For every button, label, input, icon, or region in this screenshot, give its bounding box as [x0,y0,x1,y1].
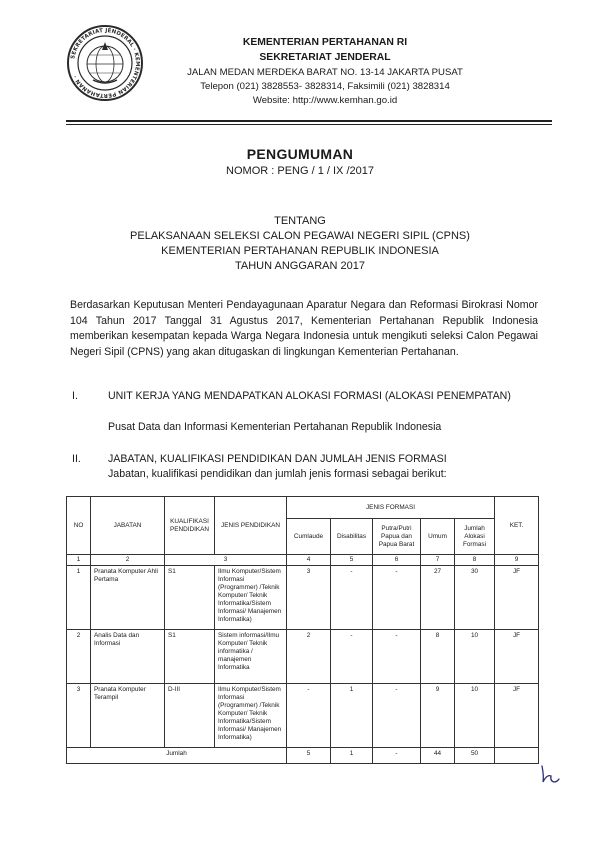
col-number: 7 [421,555,455,566]
cell-cumlaude: 2 [287,630,331,684]
cell-ket: JF [495,684,539,748]
letterhead-address: JALAN MEDAN MERDEKA BARAT NO. 13-14 JAKARTA PUSAT [187,67,463,78]
cell-cumlaude: 3 [287,566,331,630]
total-disabilitas: 1 [331,748,373,764]
subject-line-3: TAHUN ANGGARAN 2017 [234,260,365,272]
ministry-seal-logo [66,24,144,102]
cell-papua: - [373,566,421,630]
table-row [67,684,539,748]
cell-jabatan: Analis Data dan Informasi [91,630,165,684]
total-label: Jumlah [67,748,287,764]
cell-ket: JF [495,630,539,684]
table-row [67,566,539,630]
section-1-number: I. [72,390,78,402]
table-row [67,630,539,684]
subject-line-2: KEMENTERIAN PERTAHANAN REPUBLIK INDONESIA [161,245,439,257]
letterhead-unit: SEKRETARIAT JENDERAL [259,52,391,63]
header-jumlah-alokasi: Jumlah Alokasi Formasi [455,519,495,555]
header-ket: KET. [495,497,539,555]
intro-paragraph: Berdasarkan Keputusan Menteri Pendayagunaan Aparatur Negara dan Reformasi Birokrasi Nomor 104 Tahun 2017 Tanggal 31 Agustus 2017, Kementerian Pertahanan Republik Indonesia memberikan kesempatan kepada Warga Negara Indonesia untuk mengikuti seleksi Calon Pegawai Negeri Sipil (CPNS) yang akan ditugaskan di lingkungan Kementerian Pertahanan. [70,299,538,358]
cell-jenis-pendidikan: Sistem informasi/Ilmu Komputer/ Teknik informatika / manajemen Informatika [215,630,287,684]
letterhead-org: KEMENTERIAN PERTAHANAN RI [242,37,408,48]
cell-jenis-pendidikan: Ilmu Komputer/Sistem Informasi (Programmer) /Teknik Komputer/ Teknik Informatika/Sistem Informasi/ Manajemen Informatika) [215,566,287,630]
cell-kualifikasi: S1 [165,630,215,684]
header-jabatan: JABATAN [91,497,165,555]
cell-cumlaude: - [287,684,331,748]
section-1-title: UNIT KERJA YANG MENDAPATKAN ALOKASI FORMASI (ALOKASI PENEMPATAN) [108,390,511,402]
header-disabilitas: Disabilitas [331,519,373,555]
cell-kualifikasi: D-III [165,684,215,748]
total-cumlaude: 5 [287,748,331,764]
doc-title: PENGUMUMAN [246,146,354,162]
letterhead-divider-thin [66,124,552,125]
header-cumlaude: Cumlaude [287,519,331,555]
col-number: 3 [165,555,287,566]
cell-papua: - [373,630,421,684]
header-umum: Umum [421,519,455,555]
section-2-body: Jabatan, kualifikasi pendidikan dan jumlah jenis formasi sebagai berikut: [108,468,447,480]
col-number: 5 [331,555,373,566]
formasi-table [66,496,539,764]
cell-jumlah: 10 [455,630,495,684]
cell-papua: - [373,684,421,748]
cell-no: 3 [67,684,91,748]
total-ket [495,748,539,764]
cell-no: 2 [67,630,91,684]
cell-jumlah: 30 [455,566,495,630]
section-2-title: JABATAN, KUALIFIKASI PENDIDIKAN DAN JUMLAH JENIS FORMASI [108,453,447,465]
header-jenis-formasi: JENIS FORMASI [287,497,495,519]
letterhead-website: Website: http://www.kemhan.go.id [252,95,398,106]
letterhead-phone: Telepon (021) 3828553- 3828314, Faksimili (021) 3828314 [200,81,450,92]
cell-jabatan: Pranata Komputer Ahli Pertama [91,566,165,630]
section-1-body: Pusat Data dan Informasi Kementerian Pertahanan Republik Indonesia [108,421,442,433]
letterhead-divider [66,120,552,122]
svg-text:SEKRETARIAT JENDERAL · KEMENTE: SEKRETARIAT JENDERAL · KEMENTERIAN PERTAHANAN · [70,27,141,99]
col-number: 4 [287,555,331,566]
col-number: 9 [495,555,539,566]
cell-jabatan: Pranata Komputer Terampil [91,684,165,748]
header-kualifikasi: KUALIFIKASI PENDIDIKAN [165,497,215,555]
cell-disabilitas: - [331,566,373,630]
total-umum: 44 [421,748,455,764]
cell-umum: 8 [421,630,455,684]
cell-jumlah: 10 [455,684,495,748]
cell-umum: 27 [421,566,455,630]
total-jumlah: 50 [455,748,495,764]
header-papua: Putra/Putri Papua dan Papua Barat [373,519,421,555]
col-number: 2 [91,555,165,566]
paraf-signature-icon [538,762,562,786]
header-jenis-pendidikan: JENIS PENDIDIKAN [215,497,287,555]
tentang-label: TENTANG [274,215,326,227]
cell-jenis-pendidikan: Ilmu Komputer/Sistem Informasi (Programmer) /Teknik Komputer/ Teknik Informatika/Sistem Informasi/ Manajemen Informatika) [215,684,287,748]
col-number: 1 [67,555,91,566]
column-number-row [67,555,539,566]
doc-number: NOMOR : PENG / 1 / IX /2017 [226,165,374,177]
subject-line-1: PELAKSANAAN SELEKSI CALON PEGAWAI NEGERI SIPIL (CPNS) [130,230,470,242]
col-number: 8 [455,555,495,566]
cell-umum: 9 [421,684,455,748]
total-row [67,748,539,764]
total-papua: - [373,748,421,764]
cell-no: 1 [67,566,91,630]
cell-disabilitas: - [331,630,373,684]
section-2-number: II. [72,453,81,465]
header-no: NO [67,497,91,555]
cell-disabilitas: 1 [331,684,373,748]
cell-ket: JF [495,566,539,630]
cell-kualifikasi: S1 [165,566,215,630]
col-number: 6 [373,555,421,566]
